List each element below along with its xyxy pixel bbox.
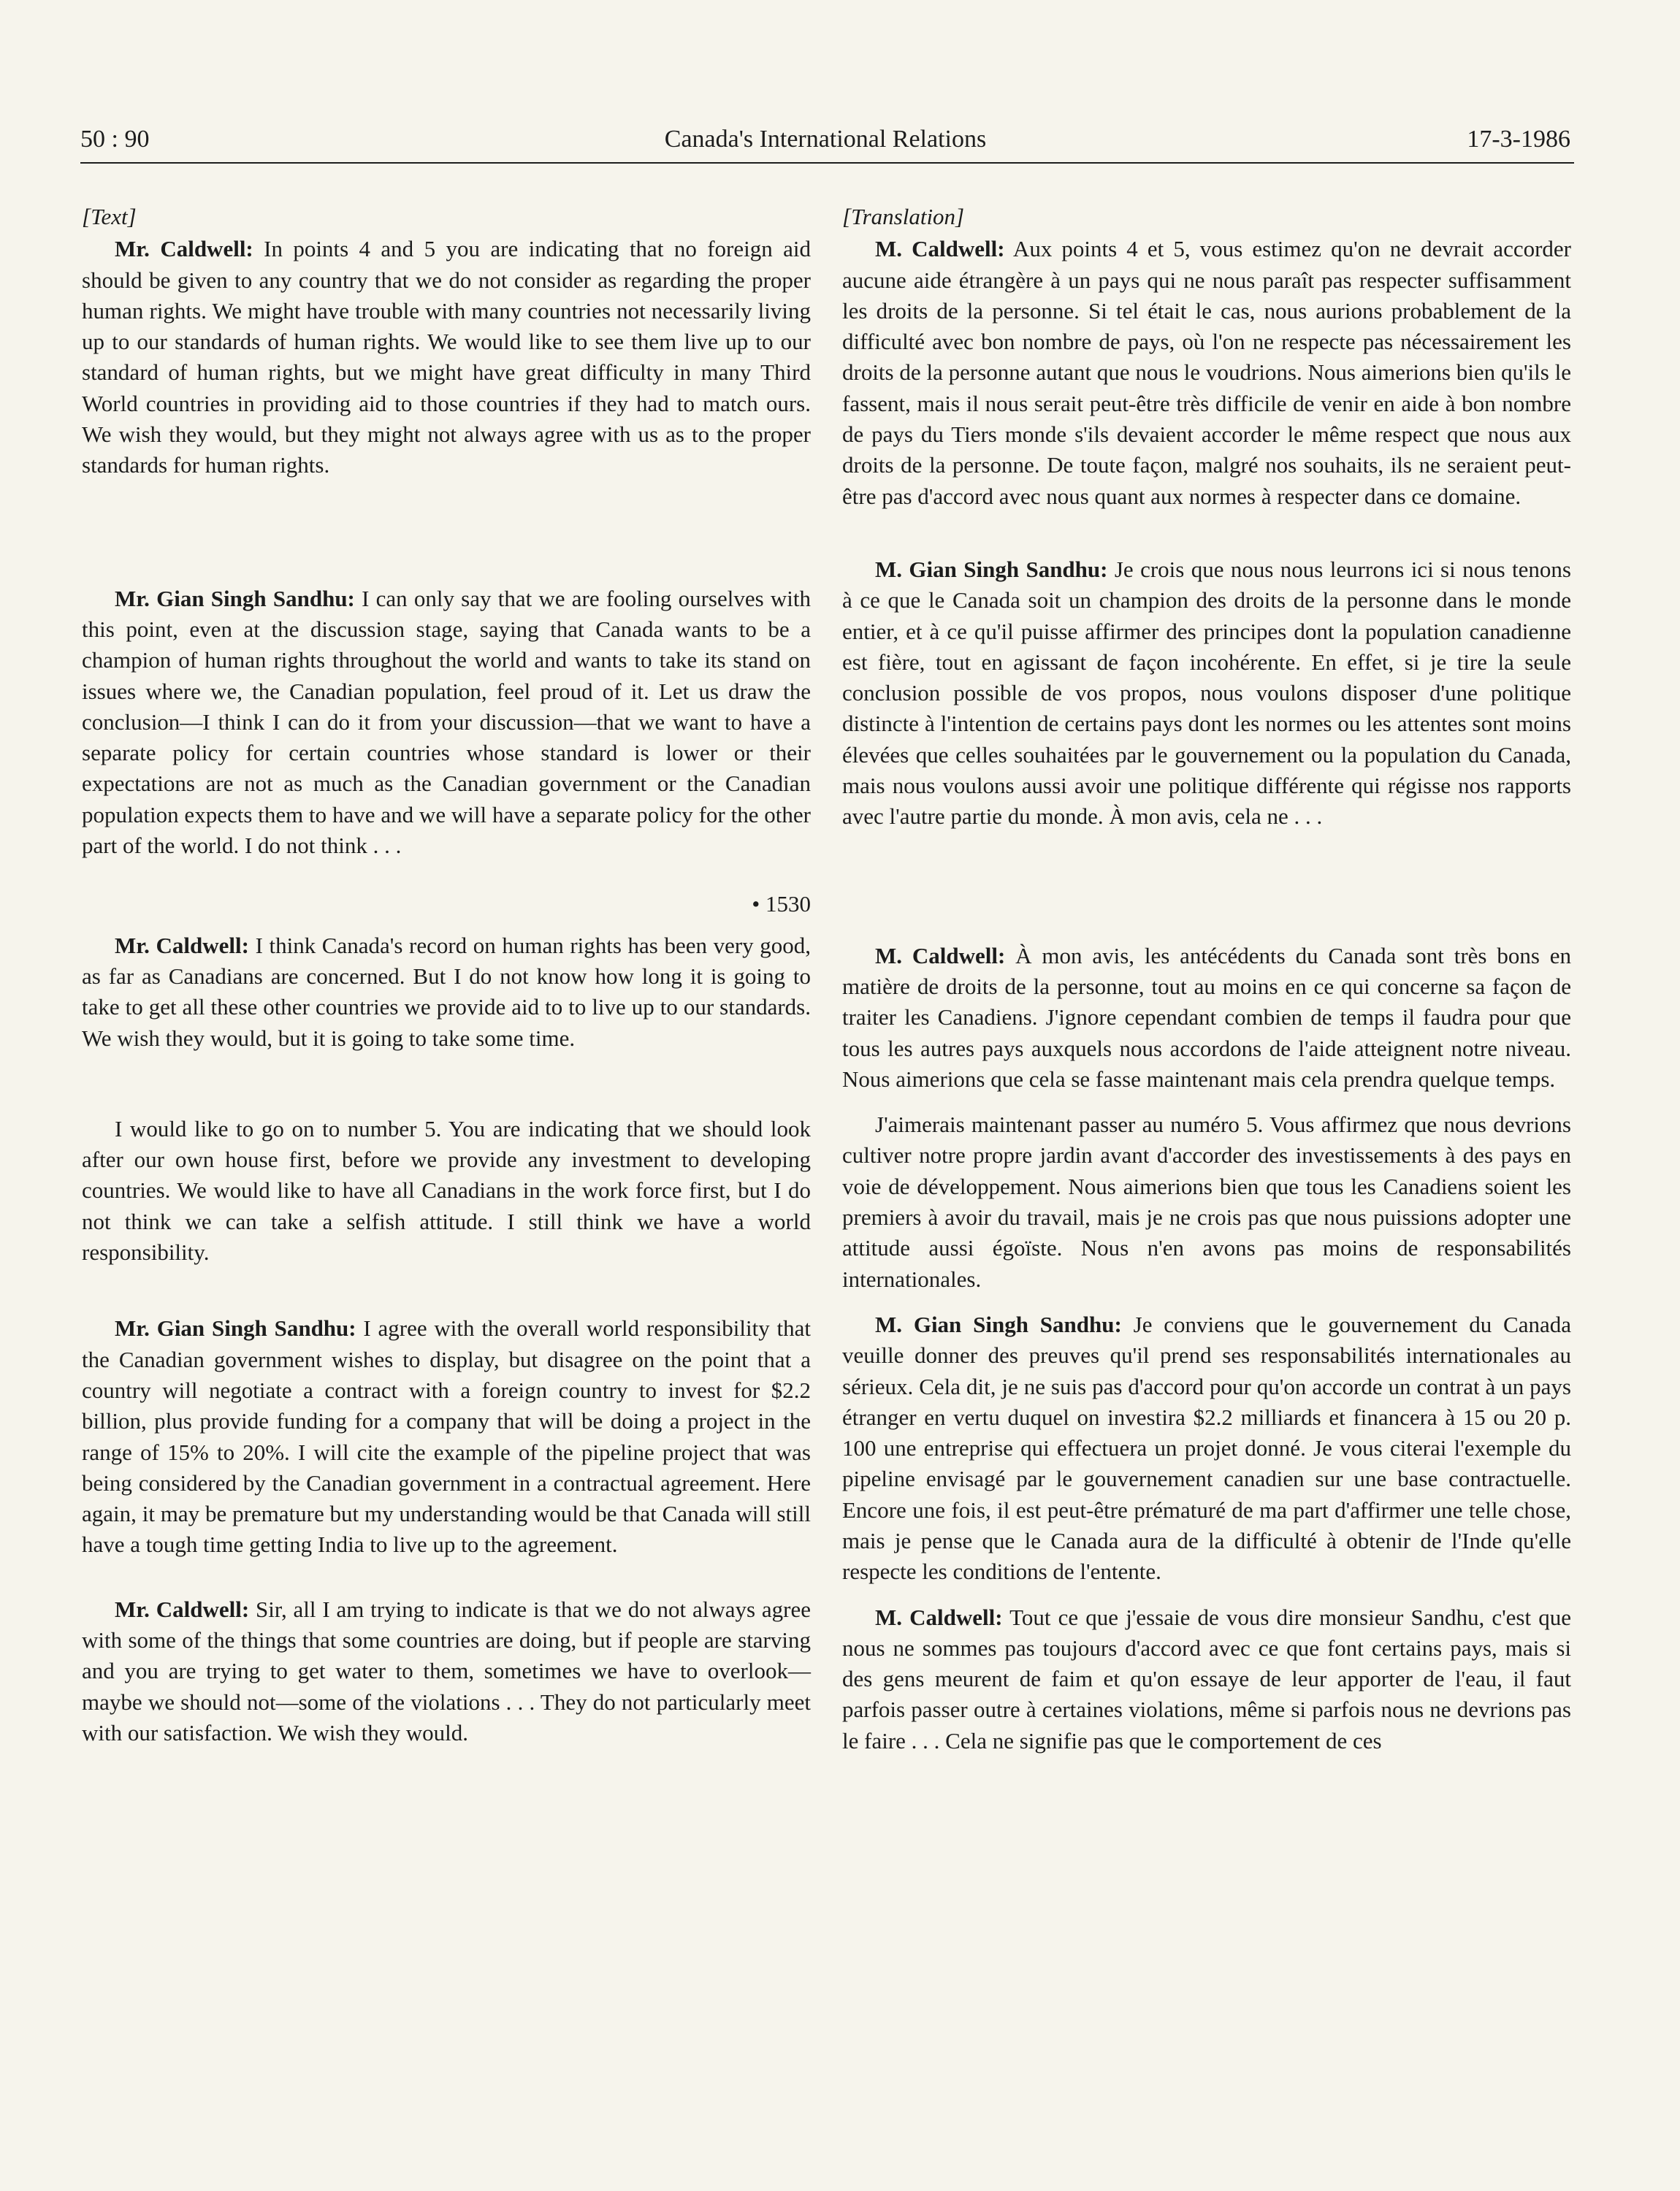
speech-text: I would like to go on to number 5. You are indicating that we should look after our own house first, before we provide any investment to developing countries. We would like to have all Canadians in the work force first, but I do not think we can take a selfish attitude. I still think we have a world responsibility. <box>82 1115 811 1266</box>
speaker-name: Mr. Gian Singh Sandhu: <box>115 1315 356 1342</box>
speech-text: Aux points 4 et 5, vous estimez qu'on ne devrait accorder aucune aide étrangère à un pays qui ne nous paraît pas respecter suffisamment les droits de la personne. Si tel était le cas, nous aurions probablement de la difficulté avec bon nombre de pays, où l'on ne respecte pas nécessairement les droits de la personne autant que nous le voudrions. Nous aimerions bien qu'ils le fassent, mais il nous serait peut-être très difficile de venir en aide à bon nombre de pays du Tiers monde s'ils devaient accorder le même respect que nous aux droits de la personne. De toute façon, malgré nos souhaits, ils ne seraient peut-être pas d'accord avec nous quant aux normes à respecter dans ce domaine. <box>842 236 1571 509</box>
speech-text: I think Canada's record on human rights has been very good, as far as Canadians are concerned. But I do not know how long it is going to take to get all these other countries we provide aid to to live up to our standards. We wish they would, but it is going to take some time. <box>82 932 812 1051</box>
english-column <box>82 202 811 1748</box>
speech-text: In points 4 and 5 you are indicating that no foreign aid should be given to any country that we do not consider as regarding the proper human rights. We might have trouble with many countries not necessarily living up to our standards of human rights. We would like to see them live up to our standard of human rights, but we might have great difficulty in many Third World countries in providing aid to those countries if they had to match ours. We wish they would, but they might not always agree with us as to the proper standards for human rights. <box>82 236 811 478</box>
speech-text: Tout ce que j'essaie de vous dire monsieur Sandhu, c'est que nous ne sommes pas toujours d'accord avec ce que font certains pays, mais si des gens meurent de faim et qu'on essaye de leur apporter de l'eau, il faut parfois passer outre à certaines violations, même si parfois nous ne devrions pas le faire . . . Cela ne signifie pas que le comportement de ces <box>842 1604 1571 1754</box>
page-header <box>80 126 1570 161</box>
english-paragraph <box>82 1313 811 1560</box>
speech-text: Je crois que nous nous leurrons ici si nous tenons à ce que le Canada soit un champion des droits de la personne dans le monde entier, et à ce qu'il puisse affirmer des principes dont la population canadienne est fière, tout en agissant de façon incohérente. En effet, si je tire la seule conclusion possible de vos propos, nous voulons disposer d'une politique distincte à l'intention de certains pays dont les normes ou les attentes sont moins élevées que celles souhaitées par le gouvernement ou la population du Canada, mais nous voulons aussi avoir une politique différente qui régisse nos rapports avec l'autre partie du monde. À mon avis, cela ne . . . <box>842 556 1571 830</box>
running-title: Canada's International Relations <box>664 126 987 153</box>
french-paragraph <box>842 554 1571 833</box>
speaker-name: Mr. Caldwell: <box>115 1596 250 1622</box>
speaker-name: M. Gian Singh Sandhu: <box>875 1311 1122 1337</box>
time-marker: • 1530 <box>752 891 811 917</box>
french-tag: [Translation] <box>842 204 965 229</box>
english-tag: [Text] <box>82 204 137 229</box>
french-paragraph <box>842 941 1571 1095</box>
speech-text: Je conviens que le gouvernement du Canada veuille donner des preuves qu'il prend ses responsabilités internationales au sérieux. Cela dit, je ne suis pas d'accord pour qu'on accorde un contrat à un pays étranger en vertu duquel on investira $2.2 milliards et financera à 15 ou 20 p. 100 une entreprise qui effectuera un projet donné. Je vous citerai l'exemple du pipeline envisagé par le gouvernement canadien sur une base contractuelle. Encore une fois, il est peut-être prématuré de ma part d'affirmer une telle chose, mais je pense que le Canada aura de la difficulté à obtenir de l'Inde qu'elle respecte les conditions de l'entente. <box>842 1311 1571 1585</box>
page-date: 17-3-1986 <box>1467 126 1570 153</box>
english-paragraph <box>82 1594 811 1748</box>
speech-text: I agree with the overall world responsibility that the Canadian government wishes to display, but disagree on the point that a country will negotiate a contract with a foreign country to invest for $2.2 billion, plus provide funding for a company that will be doing a project in the range of 15% to 20%. I will cite the example of the pipeline project that was being considered by the Canadian government in a contractual agreement. Here again, it may be premature but my understanding would be that Canada will still have a tough time getting India to live up to the agreement. <box>82 1315 811 1558</box>
english-paragraph <box>82 234 811 481</box>
french-paragraph <box>842 1309 1571 1588</box>
english-paragraph <box>82 584 811 862</box>
page-number: 50 : 90 <box>80 126 150 153</box>
french-paragraph <box>842 234 1571 512</box>
speaker-name: M. Caldwell: <box>875 1604 1003 1630</box>
speech-text: Sir, all I am trying to indicate is that we do not always agree with some of the things that some countries are doing, but if people are starving and you are trying to get water to them, sometimes we have to overlook—maybe we should not—some of the violations . . . They do not particularly meet with our satisfaction. We wish they would. <box>82 1596 812 1745</box>
header-rule <box>80 162 1574 164</box>
speaker-name: M. Gian Singh Sandhu: <box>875 556 1108 582</box>
english-paragraph <box>82 930 811 1054</box>
english-paragraph <box>82 1114 811 1268</box>
french-column <box>842 202 1571 1756</box>
speaker-name: M. Caldwell: <box>875 236 1005 262</box>
speaker-name: M. Caldwell: <box>875 942 1006 968</box>
speaker-name: Mr. Caldwell: <box>115 932 249 958</box>
speaker-name: Mr. Gian Singh Sandhu: <box>115 585 355 611</box>
speech-text: À mon avis, les antécédents du Canada sont très bons en matière de droits de la personne, tout au moins en ce qui concerne sa façon de traiter les Canadiens. J'ignore cependant combien de temps il faudra pour que tous les autres pays auxquels nous accordons de l'aide atteignent notre niveau. Nous aimerions que cela se fasse maintenant mais cela prendra quelque temps. <box>842 942 1571 1092</box>
speech-text: I can only say that we are fooling ourselves with this point, even at the discussion stage, saying that Canada wants to be a champion of human rights throughout the world and wants to take its stand on issues where we, the Canadian population, feel proud of it. Let us draw the conclusion—I think I can do it from your discussion—that we want to have a separate policy for certain countries whose standard is lower or their expectations are not as much as the Canadian government or the Canadian population expects them to have and we will have a separate policy for the other part of the world. I do not think . . . <box>82 585 811 859</box>
speech-text: J'aimerais maintenant passer au numéro 5. Vous affirmez que nous devrions cultiver notre propre jardin avant d'accorder des investissements à des pays en voie de développement. Nous aimerions bien que tous les Canadiens soient les premiers à avoir du travail, mais je ne crois pas que nous puissions adopter une attitude aussi égoïste. Nous n'en avons pas moins de responsabilités internationales. <box>842 1112 1571 1292</box>
french-paragraph <box>842 1109 1571 1295</box>
french-paragraph <box>842 1602 1571 1756</box>
speaker-name: Mr. Caldwell: <box>115 236 253 262</box>
